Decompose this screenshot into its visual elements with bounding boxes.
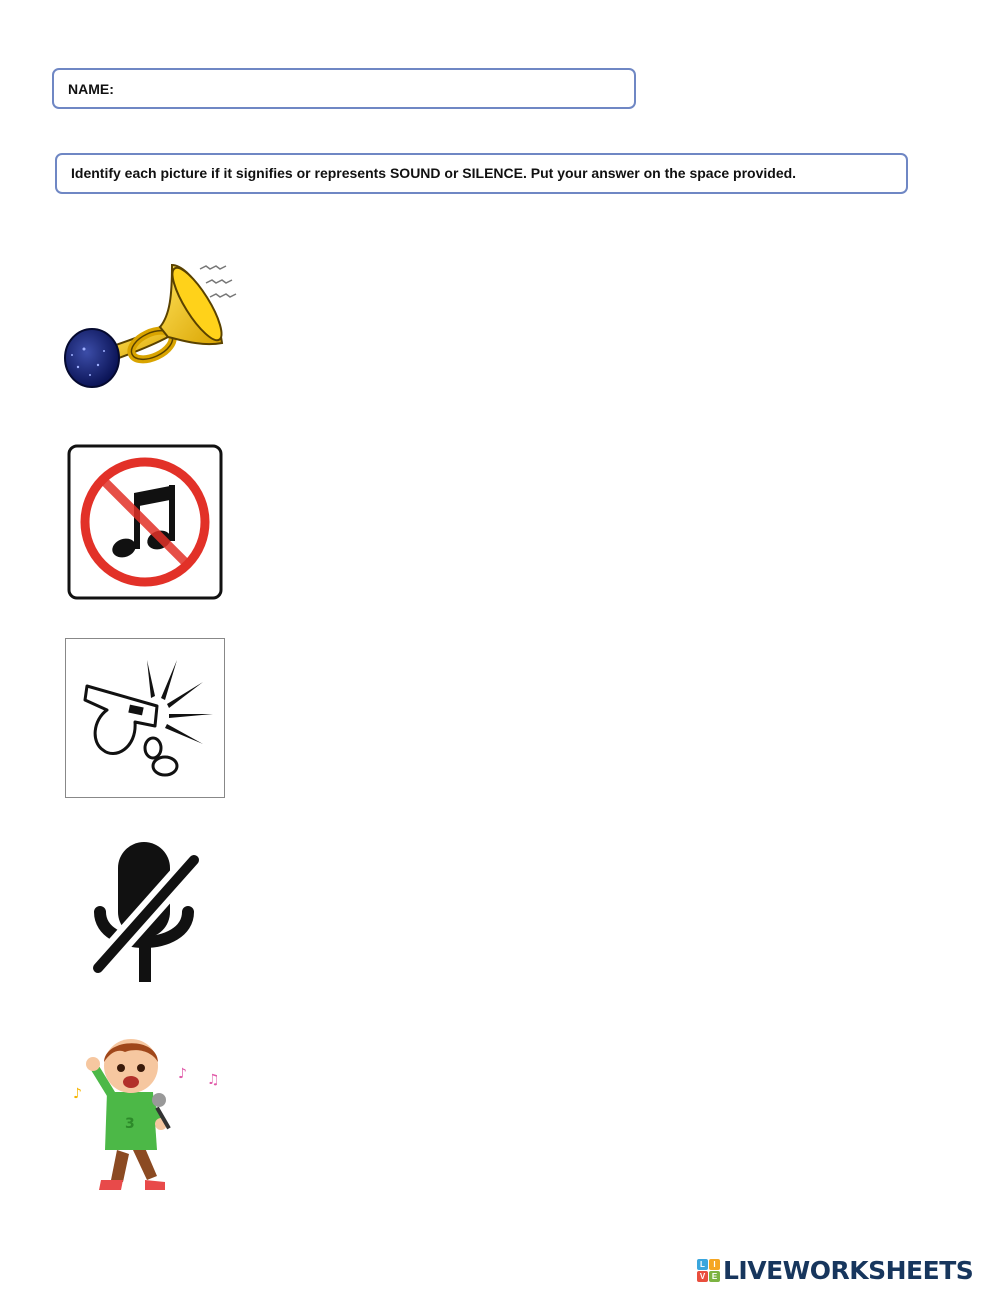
name-label: NAME: bbox=[68, 81, 114, 97]
singing-boy-icon bbox=[65, 1030, 225, 1205]
bicycle-horn-icon bbox=[60, 255, 240, 395]
logo-letter-i: I bbox=[709, 1259, 720, 1270]
liveworksheets-logo bbox=[697, 1255, 973, 1285]
logo-letter-v: V bbox=[697, 1271, 708, 1282]
name-field[interactable] bbox=[52, 68, 636, 109]
logo-text: LIVEWORKSHEETS bbox=[723, 1255, 974, 1285]
svg-text:♫: ♫ bbox=[207, 1072, 220, 1088]
instructions-text: Identify each picture if it signifies or represents SOUND or SILENCE. Put your answer on the space provided. bbox=[71, 165, 797, 181]
svg-text:♪: ♪ bbox=[73, 1086, 82, 1102]
whistle-icon bbox=[65, 638, 225, 798]
logo-letter-e: E bbox=[709, 1271, 720, 1282]
logo-letter-l: L bbox=[697, 1259, 708, 1270]
svg-text:♪: ♪ bbox=[178, 1066, 187, 1082]
svg-text:3: 3 bbox=[125, 1116, 135, 1132]
logo-mark bbox=[697, 1259, 720, 1282]
no-music-sign-icon bbox=[66, 443, 224, 601]
muted-microphone-icon bbox=[68, 822, 224, 998]
instructions-box bbox=[55, 153, 908, 194]
